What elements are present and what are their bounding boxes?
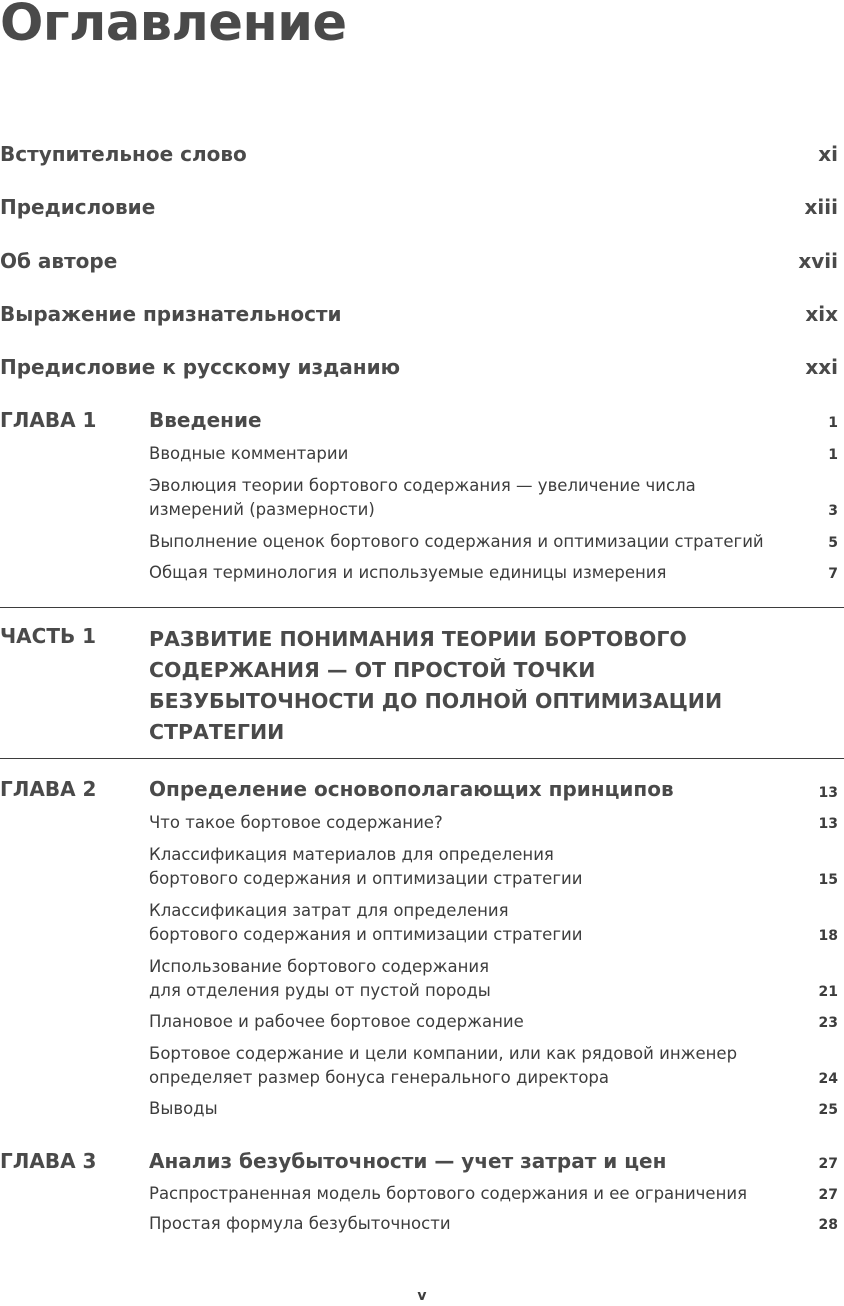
section-text-line-2: бортового содержания и оптимизации стратегии: [149, 869, 583, 888]
section-text-line-2: определяет размер бонуса генерального директора: [149, 1068, 609, 1087]
toc-entry-page: xix: [805, 302, 838, 326]
section-text-line-1: Использование бортового содержания: [149, 957, 490, 976]
chapter-title[interactable]: Введение: [149, 408, 262, 432]
toc-entry-label: Предисловие: [0, 195, 156, 219]
divider-rule: [0, 607, 844, 608]
section-text-line-1: Классификация затрат для определения: [149, 901, 509, 920]
toc-entry-label: Вступительное слово: [0, 142, 247, 166]
toc-entry-page: xi: [818, 142, 838, 166]
section-page-number: 23: [818, 1015, 838, 1031]
chapter-label: ГЛАВА 3: [0, 1149, 97, 1173]
toc-section[interactable]: [149, 1212, 785, 1236]
part-title-line: СТРАТЕГИИ: [149, 720, 285, 744]
toc-entry-foreword[interactable]: [0, 142, 838, 166]
part-title-line: БЕЗУБЫТОЧНОСТИ ДО ПОЛНОЙ ОПТИМИЗАЦИИ: [149, 689, 723, 713]
toc-section[interactable]: [149, 530, 785, 554]
section-page-number: 7: [828, 566, 838, 582]
section-page-number: 15: [818, 872, 838, 888]
toc-entry-russian-preface[interactable]: [0, 355, 838, 379]
section-text: Выполнение оценок бортового содержания и оптимизации стратегий: [149, 532, 764, 551]
toc-entry-page: xxi: [805, 355, 838, 379]
section-text: Вводные комментарии: [149, 444, 349, 463]
section-text: Что такое бортовое содержание?: [149, 813, 443, 832]
chapter-title[interactable]: Анализ безубыточности — учет затрат и цен: [149, 1149, 667, 1173]
toc-entry-about-author[interactable]: [0, 249, 838, 273]
section-text: Выводы: [149, 1099, 218, 1118]
chapter-title[interactable]: Определение основополагающих принципов: [149, 777, 674, 801]
divider-rule: [0, 758, 844, 759]
part-title[interactable]: [149, 624, 829, 748]
toc-section[interactable]: [149, 1042, 785, 1090]
section-page-number: 5: [828, 535, 838, 551]
toc-section[interactable]: [149, 1097, 785, 1121]
toc-section[interactable]: [149, 561, 785, 585]
toc-entry-label: Об авторе: [0, 249, 118, 273]
toc-entry-acknowledgements[interactable]: [0, 302, 838, 326]
toc-section[interactable]: [149, 843, 785, 891]
toc-entry-page: xiii: [804, 195, 838, 219]
part-title-line: СОДЕРЖАНИЯ — ОТ ПРОСТОЙ ТОЧКИ: [149, 658, 596, 682]
toc-entry-page: xvii: [798, 249, 838, 273]
section-text-line-1: Классификация материалов для определения: [149, 845, 554, 864]
section-page-number: 24: [818, 1071, 838, 1087]
toc-section[interactable]: [149, 955, 785, 1003]
section-text-line-1: Бортовое содержание и цели компании, или как рядовой инженер: [149, 1044, 738, 1063]
part-label: ЧАСТЬ 1: [0, 624, 97, 648]
toc-entry-label: Предисловие к русскому изданию: [0, 355, 401, 379]
section-text: Общая терминология и используемые единицы измерения: [149, 563, 667, 582]
chapter-page-number: 1: [828, 415, 838, 431]
page-title: Оглавление: [0, 0, 347, 53]
toc-entry-preface[interactable]: [0, 195, 838, 219]
chapter-page-number: 13: [818, 785, 838, 801]
section-page-number: 21: [818, 984, 838, 1000]
chapter-label: ГЛАВА 1: [0, 408, 97, 432]
section-page-number: 13: [818, 816, 838, 832]
section-text-line-2: измерений (размерности): [149, 500, 375, 519]
section-text: Распространенная модель бортового содержания и ее ограничения: [149, 1184, 748, 1203]
section-text: Плановое и рабочее бортовое содержание: [149, 1012, 524, 1031]
section-page-number: 25: [818, 1102, 838, 1118]
chapter-page-number: 27: [818, 1156, 838, 1172]
toc-section[interactable]: [149, 1010, 785, 1034]
section-page-number: 18: [818, 928, 838, 944]
section-page-number: 28: [818, 1217, 838, 1233]
section-text-line-2: бортового содержания и оптимизации стратегии: [149, 925, 583, 944]
section-text-line-1: Эволюция теории бортового содержания — увеличение числа: [149, 476, 696, 495]
section-page-number: 1: [828, 447, 838, 463]
toc-section[interactable]: [149, 1182, 785, 1206]
toc-section[interactable]: [149, 442, 785, 466]
section-page-number: 27: [818, 1187, 838, 1203]
toc-section[interactable]: [149, 899, 785, 947]
page-folio: v: [417, 1288, 427, 1304]
toc-entry-label: Выражение признательности: [0, 302, 342, 326]
chapter-label: ГЛАВА 2: [0, 777, 97, 801]
toc-section[interactable]: [149, 474, 785, 522]
part-title-line: РАЗВИТИЕ ПОНИМАНИЯ ТЕОРИИ БОРТОВОГО: [149, 627, 687, 651]
section-text: Простая формула безубыточности: [149, 1214, 451, 1233]
toc-section[interactable]: [149, 811, 785, 835]
section-text-line-2: для отделения руды от пустой породы: [149, 981, 491, 1000]
section-page-number: 3: [828, 503, 838, 519]
